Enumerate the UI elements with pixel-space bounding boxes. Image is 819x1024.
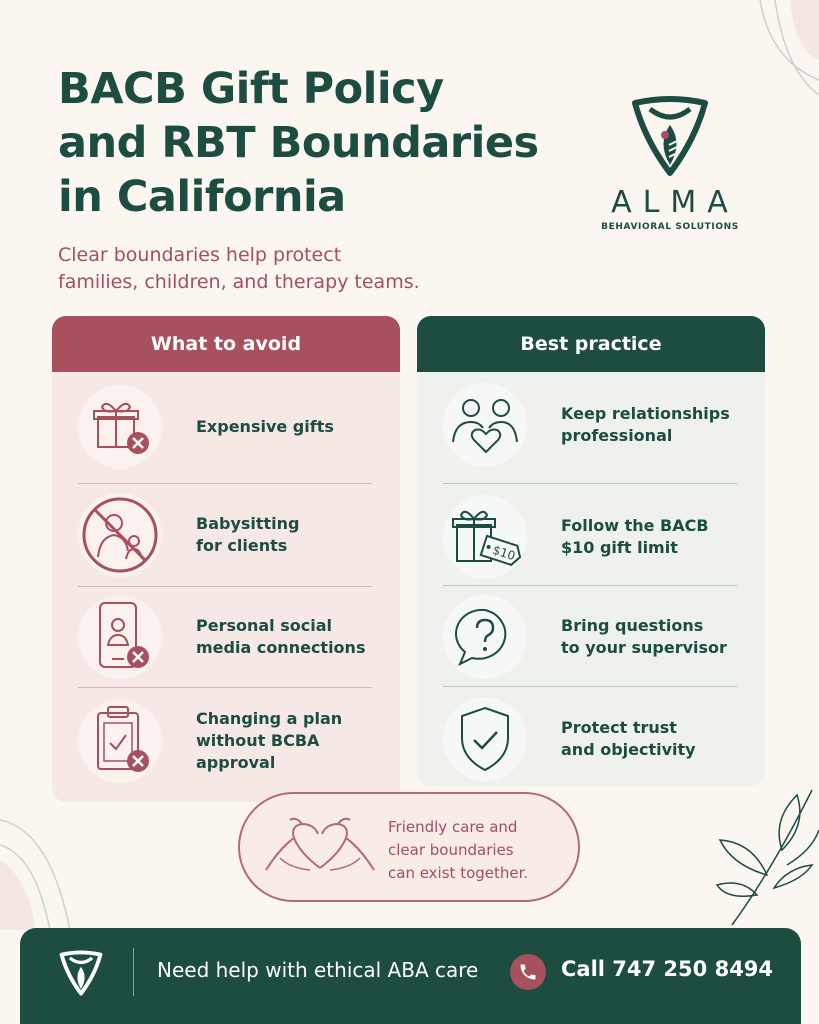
divider [443, 686, 737, 687]
best-practice-item-label: to your supervisor [561, 638, 727, 657]
best-practice-item [417, 586, 765, 688]
help-text: Need help with ethical ABA care [157, 958, 479, 982]
best-practice-item-label: professional [561, 426, 673, 445]
callout-line-1: Friendly care and [388, 818, 518, 836]
phone-button[interactable] [510, 954, 546, 990]
divider [443, 483, 737, 484]
best-practice-item-label: Bring questions [561, 616, 704, 635]
best-practice-item [417, 374, 765, 476]
callout-banner [238, 792, 580, 902]
divider [78, 687, 372, 688]
avoid-item-label: Personal social [196, 616, 332, 635]
avoid-item-label: media connections [196, 638, 366, 657]
avoid-item-label: Expensive gifts [196, 417, 334, 436]
logo-name: ALMA [611, 185, 739, 220]
leaf-branch-icon [712, 780, 819, 930]
avoid-item [52, 376, 400, 478]
page-title [58, 62, 539, 224]
decorative-curves-left [0, 800, 80, 930]
best-practice-item-label: Follow the BACB [561, 516, 709, 535]
callout-line-2: clear boundaries [388, 841, 514, 859]
best-practice-item-label: and objectivity [561, 740, 696, 759]
title-line-3: in California [58, 172, 346, 222]
best-practice-panel [417, 316, 765, 786]
best-practice-item-label: Keep relationships [561, 404, 730, 423]
best-practice-item [417, 486, 765, 588]
avoid-item [52, 690, 400, 792]
phone-icon [518, 962, 538, 982]
avoid-panel [52, 316, 400, 802]
shield-check-icon [454, 704, 516, 774]
no-babysitting-icon [80, 495, 160, 575]
people-heart-icon [447, 392, 523, 458]
alma-logo-icon [56, 948, 106, 998]
avoid-heading: What to avoid [52, 316, 400, 372]
best-practice-item-label: Protect trust [561, 718, 677, 737]
subtitle-line-1: Clear boundaries help protect [58, 244, 342, 266]
gift-x-icon [84, 391, 156, 463]
avoid-item [52, 586, 400, 688]
logo-tagline: BEHAVIORAL SOLUTIONS [601, 222, 739, 232]
best-practice-heading: Best practice [417, 316, 765, 372]
alma-logo-icon [625, 95, 715, 177]
heart-hands-icon [260, 808, 380, 888]
avoid-item-label: for clients [196, 536, 288, 555]
best-practice-item-label: $10 gift limit [561, 538, 678, 557]
avoid-item [52, 484, 400, 586]
gift-tag-icon [445, 501, 525, 573]
divider [133, 948, 134, 996]
title-line-2: and RBT Boundaries [58, 118, 539, 168]
question-bubble-icon [452, 604, 518, 670]
alma-logo [590, 95, 750, 232]
call-link[interactable]: Call 747 250 8494 [561, 957, 774, 981]
avoid-item-label: Babysitting [196, 514, 300, 533]
subtitle [58, 242, 420, 296]
footer-bar [20, 928, 801, 1024]
phone-profile-x-icon [84, 599, 156, 675]
avoid-item-label: without BCBA [196, 731, 320, 750]
gift-limit-tag: $10 [490, 542, 518, 564]
clipboard-x-icon [84, 703, 156, 779]
title-line-1: BACB Gift Policy [58, 64, 444, 114]
avoid-item-label: Changing a plan [196, 709, 343, 728]
subtitle-line-2: families, children, and therapy teams. [58, 271, 420, 293]
callout-line-3: can exist together. [388, 864, 529, 882]
avoid-item-label: approval [196, 753, 276, 772]
best-practice-item [417, 688, 765, 786]
